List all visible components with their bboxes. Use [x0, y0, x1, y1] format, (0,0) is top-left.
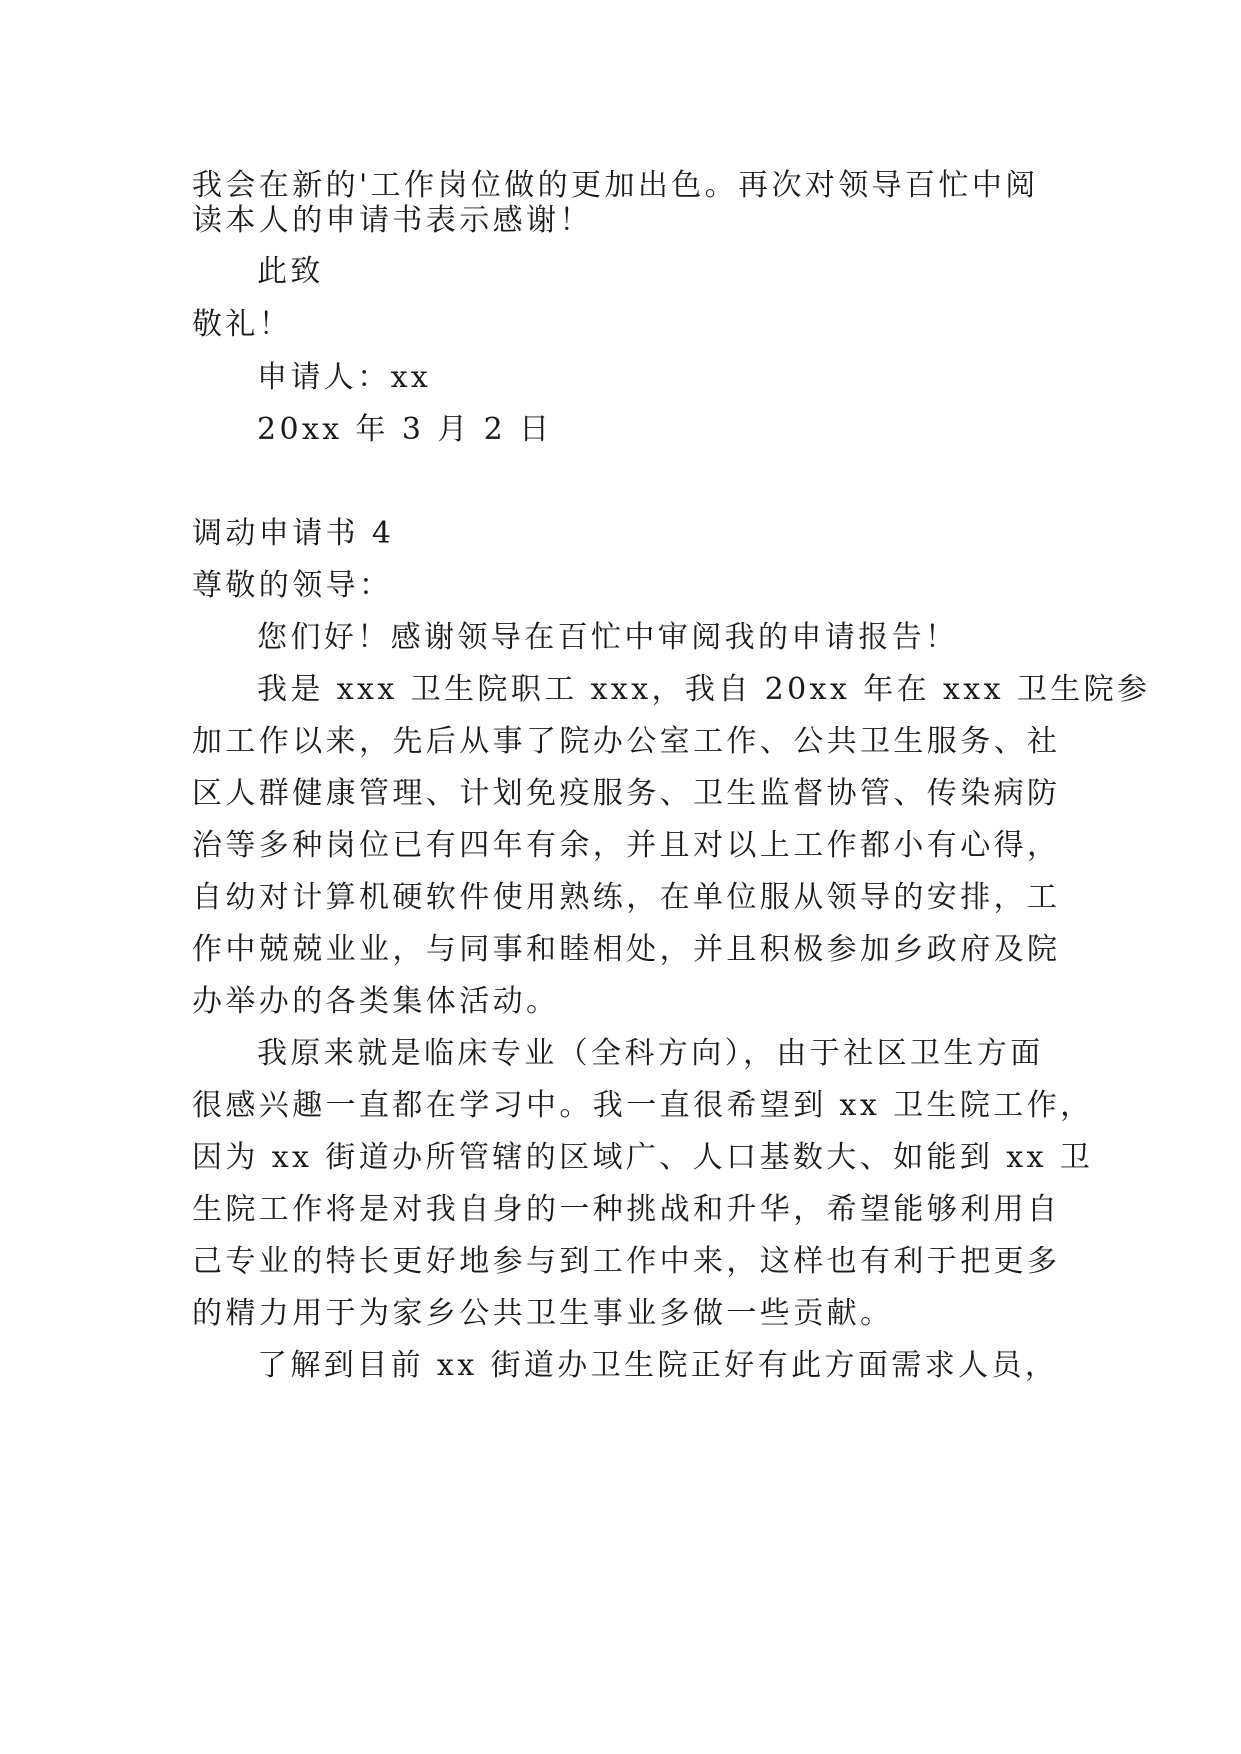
- text-line: 读本人的申请书表示感谢！: [192, 203, 593, 238]
- closing-salutation: 此致: [257, 254, 324, 289]
- text-line: 加工作以来，先后从事了院办公室工作、公共卫生服务、社: [192, 724, 1061, 759]
- text-line: 生院工作将是对我自身的一种挑战和升华，希望能够利用自: [192, 1192, 1061, 1227]
- signature-date: 20xx 年 3 月 2 日: [257, 412, 553, 447]
- text-line: 的精力用于为家乡公共卫生事业多做一些贡献。: [192, 1296, 894, 1331]
- closing-regards: 敬礼！: [192, 307, 293, 342]
- greeting: 尊敬的领导：: [192, 568, 393, 603]
- text-line: 区人群健康管理、计划免疫服务、卫生监督协管、传染病防: [192, 776, 1061, 811]
- text-line: 因为 xx 街道办所管辖的区域广、人口基数大、如能到 xx 卫: [192, 1140, 1094, 1175]
- text-line: 我是 xxx 卫生院职工 xxx，我自 20xx 年在 xxx 卫生院参: [257, 672, 1151, 707]
- text-line: 自幼对计算机硬软件使用熟练，在单位服从领导的安排，工: [192, 880, 1061, 915]
- text-line: 我原来就是临床专业（全科方向），由于社区卫生方面: [257, 1036, 1044, 1071]
- text-line: 办举办的各类集体活动。: [192, 984, 560, 1019]
- text-line: 您们好！感谢领导在百忙中审阅我的申请报告！: [257, 620, 959, 655]
- text-line: 很感兴趣一直都在学习中。我一直很希望到 xx 卫生院工作，: [192, 1088, 1094, 1123]
- text-line: 己专业的特长更好地参与到工作中来，这样也有利于把更多: [192, 1244, 1061, 1279]
- text-line: 作中兢兢业业，与同事和睦相处，并且积极参加乡政府及院: [192, 932, 1061, 967]
- signature-applicant: 申请人：xx: [257, 360, 432, 395]
- text-line: 治等多种岗位已有四年有余，并且对以上工作都小有心得，: [192, 828, 1061, 863]
- text-line: 了解到目前 xx 街道办卫生院正好有此方面需求人员，: [257, 1348, 1059, 1383]
- section-title: 调动申请书 4: [192, 516, 395, 551]
- text-line: 我会在新的'工作岗位做的更加出色。再次对领导百忙中阅: [192, 168, 1039, 203]
